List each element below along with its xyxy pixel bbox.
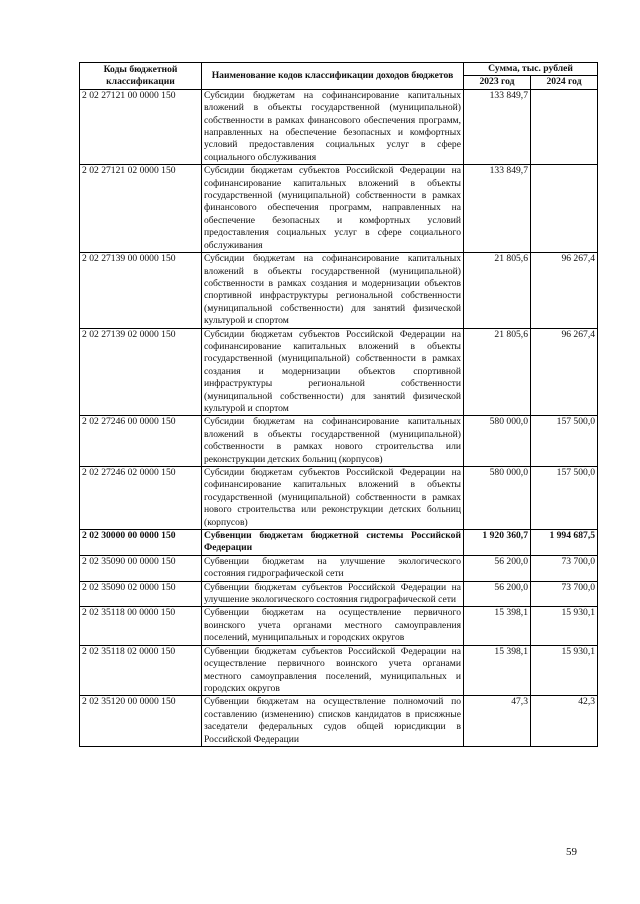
- table-row: [80, 555, 598, 581]
- amount-2024-cell: 157 500,0: [531, 416, 598, 467]
- table-row: [80, 253, 598, 328]
- code-cell: 2 02 27121 00 0000 150: [80, 89, 202, 164]
- page-number: 59: [566, 846, 577, 858]
- name-cell: Субвенции бюджетам на улучшение экологического состояния гидрографической сети: [202, 555, 464, 581]
- amount-2023-cell: 21 805,6: [464, 328, 531, 416]
- name-cell: Субсидии бюджетам на софинансирование капитальных вложений в объекты государственной (муниципальной) собственности в рамках нового строительства или реконструкции детских больниц (корпусов): [202, 416, 464, 467]
- table-row: [80, 467, 598, 530]
- header-name: Наименование кодов классификации доходов бюджетов: [202, 63, 464, 90]
- code-cell: 2 02 27121 02 0000 150: [80, 165, 202, 253]
- code-cell: 2 02 27246 00 0000 150: [80, 416, 202, 467]
- amount-2024-cell: 1 994 687,5: [531, 530, 598, 556]
- name-cell: Субвенции бюджетам бюджетной системы Российской Федерации: [202, 530, 464, 556]
- name-cell: Субсидии бюджетам субъектов Российской Федерации на софинансирование капитальных вложений в объекты государственной (муниципальной) собственности в рамках финансового обеспечения программ, направленных на обеспечение безопасных и комфортных условий предоставления социальных услуг в сфере социального обслуживания: [202, 165, 464, 253]
- table-row: [80, 607, 598, 645]
- header-year-2023: 2023 год: [464, 76, 531, 89]
- header-year-2024: 2024 год: [531, 76, 598, 89]
- amount-2024-cell: 15 930,1: [531, 607, 598, 645]
- amount-2023-cell: 56 200,0: [464, 555, 531, 581]
- code-cell: 2 02 35090 00 0000 150: [80, 555, 202, 581]
- amount-2024-cell: 73 700,0: [531, 581, 598, 607]
- code-cell: 2 02 30000 00 0000 150: [80, 530, 202, 556]
- table-row: [80, 696, 598, 747]
- amount-2023-cell: 47,3: [464, 696, 531, 747]
- name-cell: Субвенции бюджетам субъектов Российской Федерации на осуществление первичного воинского учета органами местного самоуправления поселений, муниципальных и городских округов: [202, 645, 464, 696]
- amount-2023-cell: 21 805,6: [464, 253, 531, 328]
- header-code: Коды бюджетной классификации: [80, 63, 202, 90]
- amount-2023-cell: 56 200,0: [464, 581, 531, 607]
- amount-2023-cell: 15 398,1: [464, 607, 531, 645]
- code-cell: 2 02 27139 02 0000 150: [80, 328, 202, 416]
- amount-2024-cell: [531, 89, 598, 164]
- amount-2024-cell: [531, 165, 598, 253]
- amount-2024-cell: 73 700,0: [531, 555, 598, 581]
- name-cell: Субсидии бюджетам на софинансирование капитальных вложений в объекты государственной (муниципальной) собственности в рамках создания и модернизации объектов спортивной инфраструктуры региональной собственности (муниципальной собственности) для занятий физической культурой и спортом: [202, 253, 464, 328]
- table-row: [80, 89, 598, 164]
- header-sum: Сумма, тыс. рублей: [464, 63, 598, 76]
- table-row: [80, 328, 598, 416]
- amount-2023-cell: 133 849,7: [464, 89, 531, 164]
- amount-2024-cell: 15 930,1: [531, 645, 598, 696]
- code-cell: 2 02 27139 00 0000 150: [80, 253, 202, 328]
- amount-2023-cell: 133 849,7: [464, 165, 531, 253]
- amount-2023-cell: 1 920 360,7: [464, 530, 531, 556]
- budget-table: [79, 62, 598, 747]
- code-cell: 2 02 35118 02 0000 150: [80, 645, 202, 696]
- amount-2024-cell: 96 267,4: [531, 328, 598, 416]
- amount-2024-cell: 96 267,4: [531, 253, 598, 328]
- name-cell: Субвенции бюджетам на осуществление полномочий по составлению (изменению) списков кандидатов в присяжные заседатели федеральных судов общей юрисдикции в Российской Федерации: [202, 696, 464, 747]
- table-body: [80, 89, 598, 746]
- code-cell: 2 02 35120 00 0000 150: [80, 696, 202, 747]
- table-row: [80, 581, 598, 607]
- amount-2024-cell: 157 500,0: [531, 467, 598, 530]
- table-row: [80, 530, 598, 556]
- name-cell: Субсидии бюджетам на софинансирование капитальных вложений в объекты государственной (муниципальной) собственности в рамках финансового обеспечения программ, направленных на обеспечение безопасных и комфортных условий предоставления социальных услуг в сфере социального обслуживания: [202, 89, 464, 164]
- code-cell: 2 02 35090 02 0000 150: [80, 581, 202, 607]
- name-cell: Субвенции бюджетам субъектов Российской Федерации на улучшение экологического состояния гидрографической сети: [202, 581, 464, 607]
- amount-2023-cell: 580 000,0: [464, 467, 531, 530]
- table-header-row: [80, 63, 598, 76]
- code-cell: 2 02 35118 00 0000 150: [80, 607, 202, 645]
- name-cell: Субсидии бюджетам субъектов Российской Федерации на софинансирование капитальных вложений в объекты государственной (муниципальной) собственности в рамках нового строительства или реконструкции детских больниц (корпусов): [202, 467, 464, 530]
- table-row: [80, 645, 598, 696]
- code-cell: 2 02 27246 02 0000 150: [80, 467, 202, 530]
- amount-2023-cell: 15 398,1: [464, 645, 531, 696]
- amount-2024-cell: 42,3: [531, 696, 598, 747]
- name-cell: Субвенции бюджетам на осуществление первичного воинского учета органами местного самоуправления поселений, муниципальных и городских округов: [202, 607, 464, 645]
- table-row: [80, 416, 598, 467]
- name-cell: Субсидии бюджетам субъектов Российской Федерации на софинансирование капитальных вложений в объекты государственной (муниципальной) собственности в рамках создания и модернизации объектов спортивной инфраструктуры региональной собственности (муниципальной собственности) для занятий физической культурой и спортом: [202, 328, 464, 416]
- amount-2023-cell: 580 000,0: [464, 416, 531, 467]
- table-row: [80, 165, 598, 253]
